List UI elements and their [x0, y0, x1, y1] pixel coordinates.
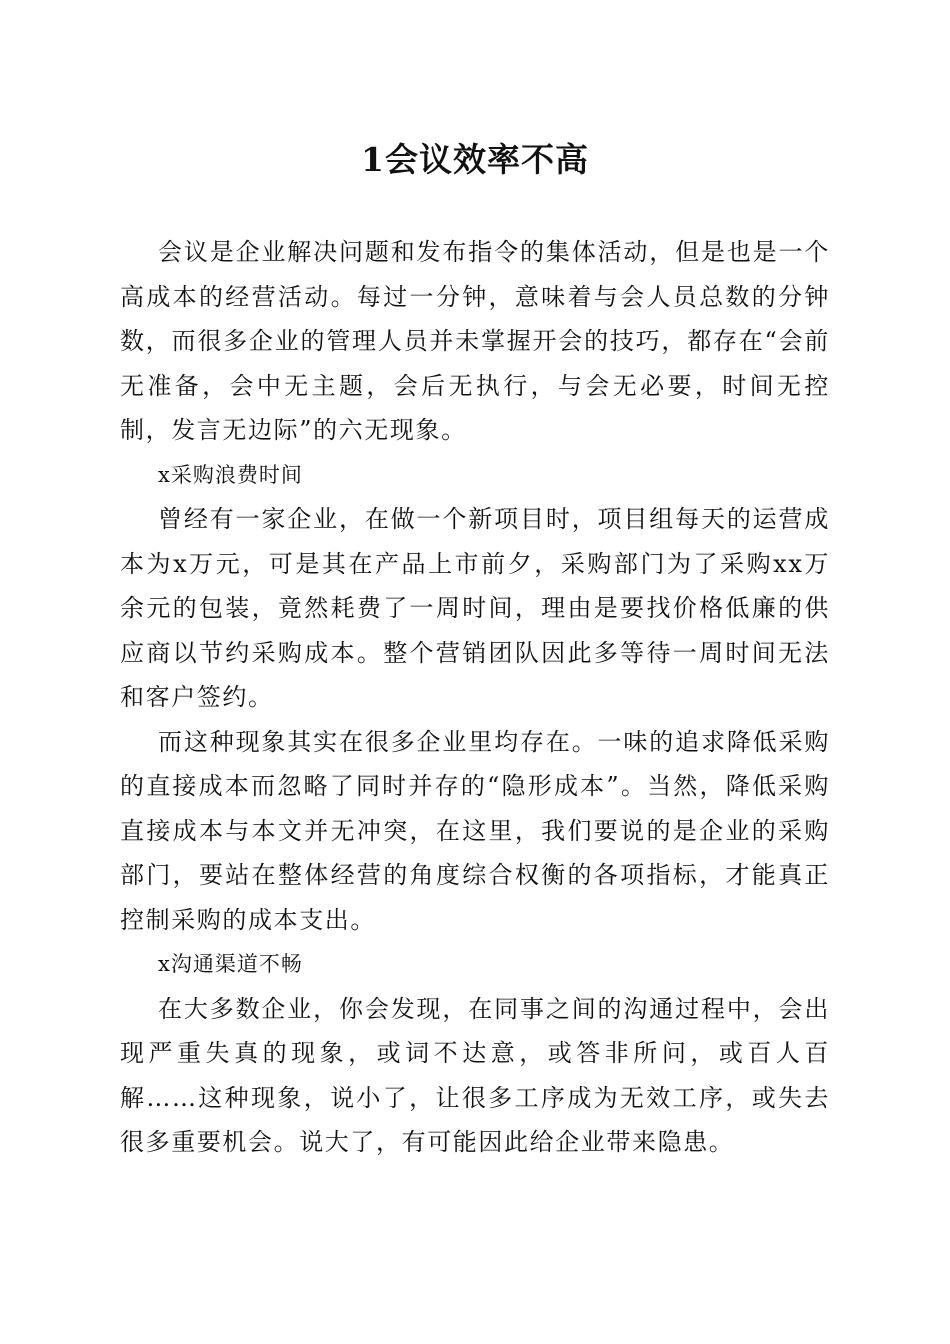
paragraph-communication: 在大多数企业，你会发现，在同事之间的沟通过程中，会出现严重失真的现象，或词不达意，或答非所问，或百人百解……这种现象，说小了，让很多工序成为无效工序，或失去很多重要机会。说大了，有可能因此给企业带来隐患。: [120, 994, 830, 1156]
paragraph-meeting-intro: 会议是企业解决问题和发布指令的集体活动，但是也是一个高成本的经营活动。每过一分钟，意味着与会人员总数的分钟数，而很多企业的管理人员并未掌握开会的技巧，都存在“会前无准备，会中无主题，会后无执行，与会无必要，时间无控制，发言无边际”的六无现象。: [120, 238, 830, 444]
subheading-procurement: x采购浪费时间: [158, 462, 303, 487]
paragraph-procurement-example: 曾经有一家企业，在做一个新项目时，项目组每天的运营成本为x万元，可是其在产品上市前夕，采购部门为了采购xx万余元的包装，竟然耗费了一周时间，理由是要找价格低廉的供应商以节约采购成本。整个营销团队因此多等待一周时间无法和客户签约。: [120, 505, 830, 711]
document-title: 1会议效率不高: [361, 140, 589, 179]
document-body: [120, 230, 830, 1165]
subheading-communication: x沟通渠道不畅: [158, 952, 303, 976]
paragraph-hidden-cost: 而这种现象其实在很多企业里均存在。一味的追求降低采购的直接成本而忽略了同时并存的“隐形成本”。当然，降低采购直接成本与本文并无冲突，在这里，我们要说的是企业的采购部门，要站在整体经营的角度综合权衡的各项指标，才能真正控制采购的成本支出。: [120, 727, 830, 934]
